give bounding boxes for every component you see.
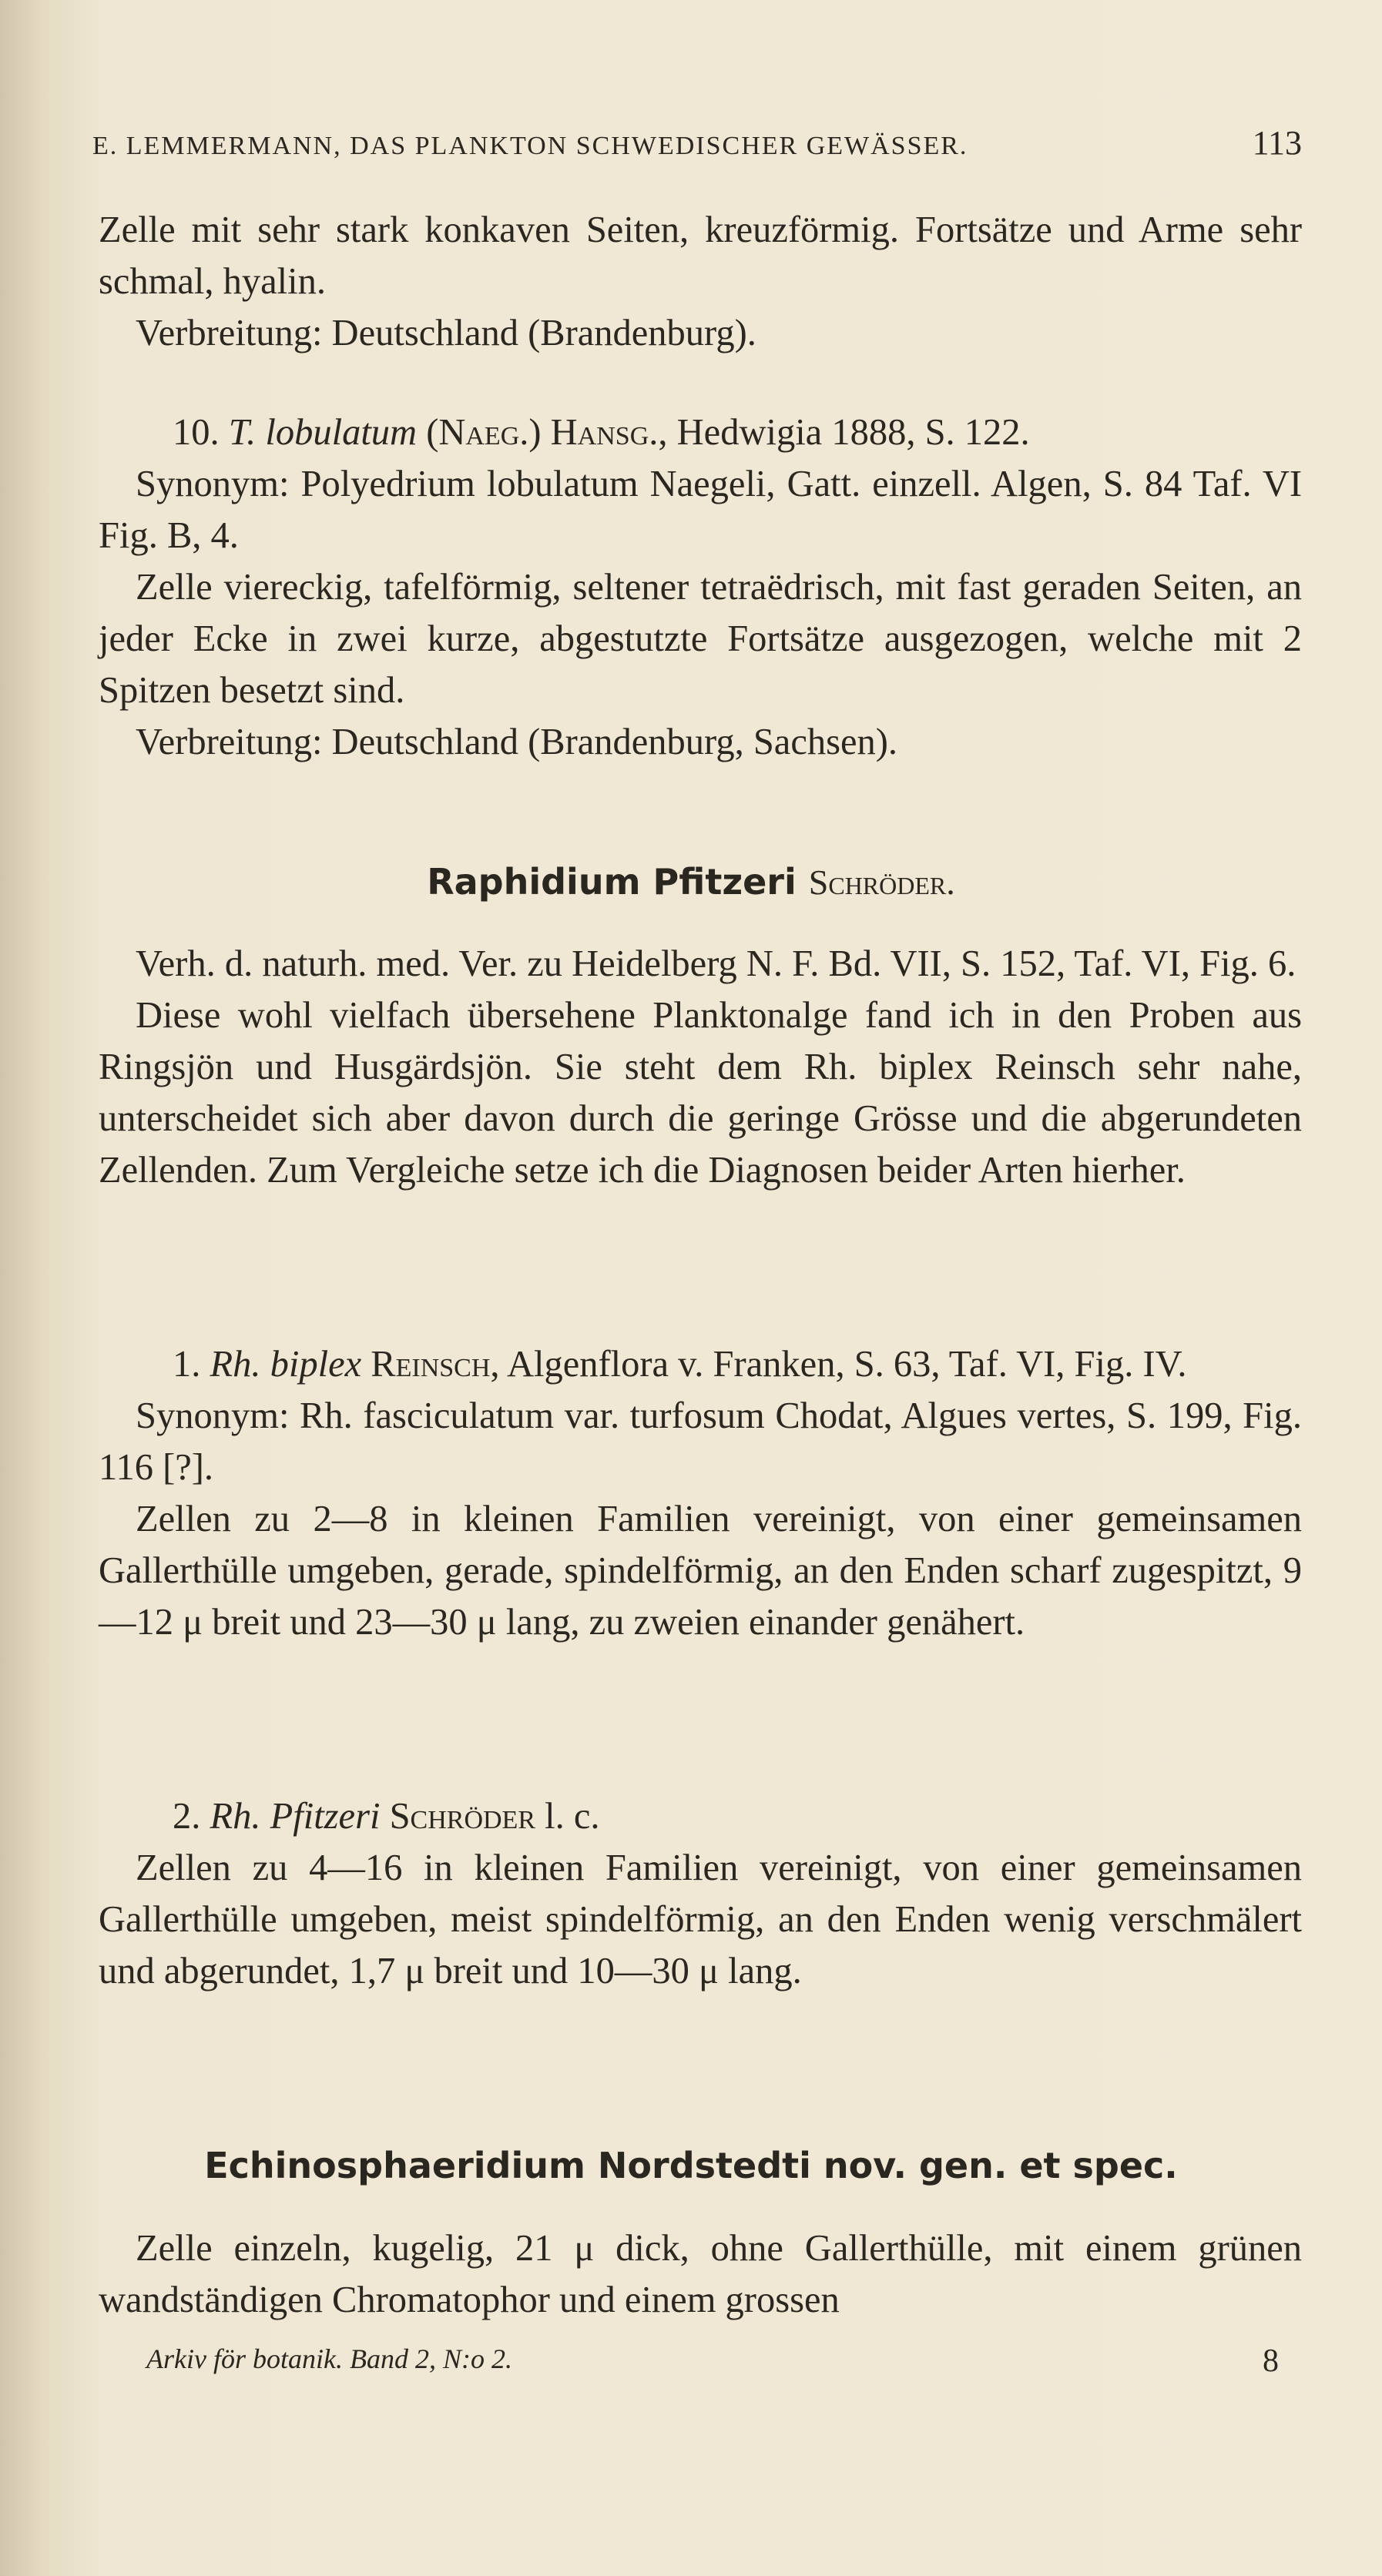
echinosphaeridium-body [99,2223,1302,2326]
rh-pfitzeri-author: Schröder [389,1796,535,1837]
page-number: 113 [1252,124,1302,162]
entry-10-title [99,407,1302,458]
heading-raphidium-title: Raphidium Pfitzeri [427,861,797,903]
rh-biplex-entry [99,1338,1302,1648]
rh-biplex-species: Rh. biplex [210,1344,362,1385]
page-footer [146,2343,1279,2380]
entry-10-number: 10. [173,412,220,453]
raphidium-body [99,938,1302,1196]
entry-10-author-1: (Naeg.) [426,412,542,453]
rh-biplex-title [99,1338,1302,1390]
rh-pfitzeri-reference: l. c. [535,1796,600,1837]
rh-biplex-author: Reinsch [371,1344,491,1385]
rh-biplex-description: Zellen zu 2—8 in kleinen Familien vereinigt, von einer gemeinsamen Gallerthülle umgeben, gerade, spindelförmig, an den Enden scharf zugespitzt, 9—12 μ breit und 23—30 μ lang, zu zweien einander genähert. [99,1499,1302,1643]
rh-pfitzeri-species: Rh. Pfitzeri [210,1796,381,1837]
text-block-1 [99,204,1302,359]
rh-pfitzeri-description: Zellen zu 4—16 in kleinen Familien vereinigt, von einer gemeinsamen Gallerthülle umgeben, meist spindelförmig, an den Enden wenig verschmälert und abgerundet, 1,7 μ breit und 10—30 μ lang. [99,1847,1302,1991]
paragraph-distribution: Verbreitung: Deutschland (Brandenburg). [136,313,756,353]
rh-pfitzeri-title [99,1790,1302,1842]
rh-pfitzeri-number: 2. [173,1796,201,1837]
rh-biplex-reference: , Algenflora v. Franken, S. 63, Taf. VI, Fig. IV. [490,1344,1187,1385]
entry-10 [99,407,1302,768]
running-header [92,123,1302,162]
heading-raphidium-author: Schröder. [808,863,955,902]
heading-raphidium [0,861,1382,903]
running-title: E. LEMMERMANN, DAS PLANKTON SCHWEDISCHER GEWÄSSER. [92,132,968,160]
entry-10-distribution: Verbreitung: Deutschland (Brandenburg, Sachsen). [136,722,898,762]
heading-echinosphaeridium: Echinosphaeridium Nordstedti nov. gen. et spec. [204,2145,1178,2186]
echinosphaeridium-text: Zelle einzeln, kugelig, 21 μ dick, ohne Gallerthülle, mit einem grünen wandständigen Chromatophor und einem grossen [99,2228,1302,2320]
raphidium-reference: Verh. d. naturh. med. Ver. zu Heidelberg N. F. Bd. VII, S. 152, Taf. VI, Fig. 6. [136,943,1296,984]
rh-biplex-synonym: Synonym: Rh. fasciculatum var. turfosum Chodat, Algues vertes, S. 199, Fig. 116 [?]. [99,1395,1302,1488]
raphidium-text: Diese wohl vielfach übersehene Planktonalge fand ich in den Proben aus Ringsjön und Husgärdsjön. Sie steht dem Rh. biplex Reinsch sehr nahe, unterscheidet sich aber davon durch die geringe Grösse und die abgerundeten Zellenden. Zum Vergleiche setze ich die Diagnosen beider Arten hierher. [99,995,1302,1191]
entry-10-species: T. lobulatum [228,412,418,453]
paragraph-cell-shape: Zelle mit sehr stark konkaven Seiten, kreuzförmig. Fortsätze und Arme sehr schmal, hyalin. [99,209,1302,302]
footer-sheet-number: 8 [1263,2343,1279,2379]
rh-biplex-number: 1. [173,1344,201,1385]
entry-10-reference: , Hedwigia 1888, S. 122. [658,412,1030,453]
entry-10-author-2: Hansg. [550,412,659,453]
entry-10-description: Zelle viereckig, tafelförmig, seltener tetraëdrisch, mit fast geraden Seiten, an jeder Ecke in zwei kurze, abgestutzte Fortsätze ausgezogen, welche mit 2 Spitzen besetzt sind. [99,567,1302,711]
rh-pfitzeri-entry [99,1790,1302,1997]
footer-journal: Arkiv för botanik. Band 2, N:o 2. [146,2343,512,2374]
entry-10-synonym: Synonym: Polyedrium lobulatum Naegeli, Gatt. einzell. Algen, S. 84 Taf. VI Fig. B, 4. [99,464,1302,556]
